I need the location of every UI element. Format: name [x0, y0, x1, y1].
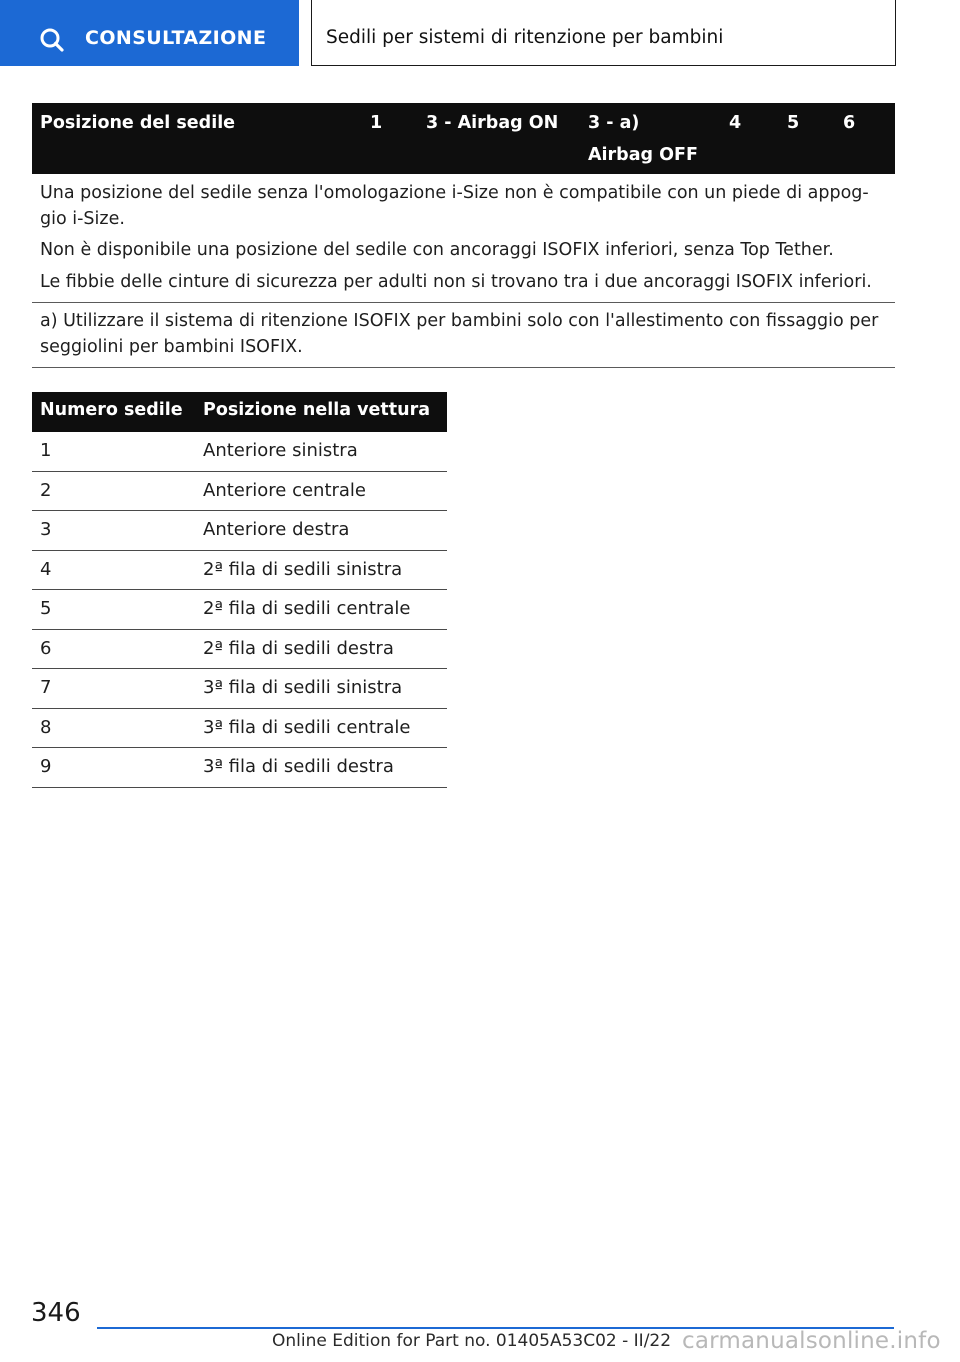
- compatibility-table: [32, 103, 895, 174]
- watermark: carmanualsonline.info: [682, 1328, 941, 1354]
- seat-number-cell: 4: [40, 558, 52, 580]
- seat-table-header: [32, 392, 447, 432]
- seat-number-cell: 9: [40, 756, 52, 777]
- chapter-title: Sedili per sistemi di ritenzione per bambini: [326, 27, 724, 48]
- header-seat-position-in-car: Posizione nella vettura: [203, 400, 431, 420]
- table-row: [32, 630, 447, 670]
- seat-position-cell: Anteriore centrale: [203, 479, 367, 501]
- header-seat-4: 4: [729, 113, 742, 133]
- chapter-title-box: [311, 0, 896, 66]
- header-seat-1: 1: [370, 113, 383, 133]
- note-belt-buckles: Le fibbie delle cinture di sicurezza per adulti non si trovano tra i due ancoraggi ISOFIX inferiori.: [40, 272, 872, 292]
- seat-position-cell: Anteriore sinistra: [203, 440, 358, 461]
- header-seat-3-airbag-off: Airbag OFF: [588, 145, 698, 165]
- seat-table: [32, 392, 447, 788]
- edition-text: Online Edition for Part no. 01405A53C02 - II/22: [272, 1331, 672, 1351]
- table-row: [32, 551, 447, 591]
- search-icon: [39, 27, 65, 53]
- divider: [32, 302, 895, 303]
- seat-table-body: [32, 432, 447, 788]
- table-row: [32, 669, 447, 709]
- header-seat-6: 6: [843, 113, 856, 133]
- table-row: [32, 590, 447, 630]
- table-row: [32, 748, 447, 788]
- section-label: CONSULTAZIONE: [85, 27, 267, 49]
- seat-position-cell: 2ª fila di sedili centrale: [203, 598, 411, 619]
- table-row: [32, 432, 447, 472]
- compatibility-table-header: [32, 103, 895, 174]
- header-seat-number: Numero sedile: [40, 400, 183, 420]
- footnote: a) Utilizzare il sistema di ritenzione ISOFIX per bambini solo con l'allestimento con fissaggio per seggiolini per bambini ISOFIX.: [40, 311, 879, 357]
- note-top-tether: Non è disponibile una posizione del sedile con ancoraggi ISOFIX inferiori, senza Top Tether.: [40, 240, 834, 260]
- seat-number-cell: 5: [40, 598, 52, 619]
- seat-number-cell: 1: [40, 440, 52, 461]
- divider: [32, 367, 895, 368]
- page-number: 346: [31, 1298, 81, 1328]
- seat-number-cell: 3: [40, 519, 52, 540]
- table-row: [32, 511, 447, 551]
- seat-position-cell: 2ª fila di sedili sinistra: [203, 558, 403, 580]
- seat-position-cell: 3ª fila di sedili centrale: [203, 716, 411, 738]
- seat-number-cell: 8: [40, 716, 52, 738]
- seat-number-cell: 2: [40, 479, 52, 501]
- header-seat-3-note: 3 - a): [588, 113, 640, 133]
- header-seat-position: Posizione del sedile: [40, 113, 236, 133]
- seat-position-cell: 3ª fila di sedili destra: [203, 756, 394, 777]
- header-seat-3-airbag-on: 3 - Airbag ON: [426, 113, 559, 133]
- table-row: [32, 709, 447, 749]
- seat-position-cell: 3ª fila di sedili sinistra: [203, 677, 403, 698]
- seat-number-cell: 7: [40, 677, 52, 698]
- seat-position-cell: Anteriore destra: [203, 519, 350, 540]
- table-row: [32, 472, 447, 512]
- seat-position-cell: 2ª fila di sedili destra: [203, 637, 394, 659]
- header-seat-5: 5: [787, 113, 800, 133]
- note-isize: Una posizione del sedile senza l'omologazione i-Size non è compatibile con un piede di appog-gio i-Size.: [40, 183, 869, 229]
- seat-number-cell: 6: [40, 637, 52, 659]
- consultazione-tab[interactable]: [0, 0, 299, 66]
